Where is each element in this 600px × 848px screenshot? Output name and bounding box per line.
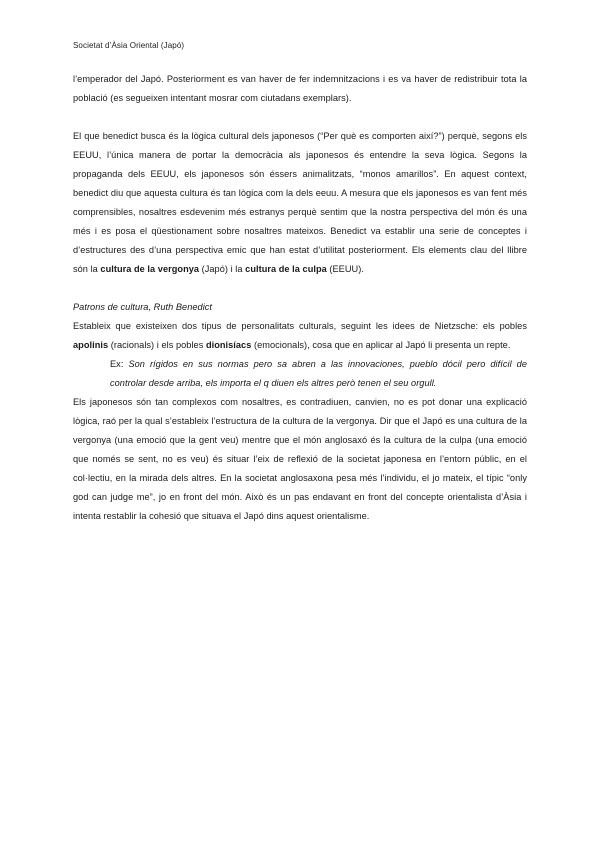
paragraph-2 (73, 127, 527, 279)
paragraph-3-text: Estableix que existeixen dos tipus de personalitats culturals, seguint les idees de Nietzsche: els pobles (73, 321, 527, 331)
term-shame-culture: cultura de la vergonya (100, 264, 200, 274)
paragraph-2-text-mid: (Japó) i la (199, 264, 246, 274)
document-body (73, 70, 527, 526)
example-quote (110, 355, 527, 393)
term-guilt-culture: cultura de la culpa (245, 264, 327, 274)
paragraph-3-text-end: (emocionals), cosa que en aplicar al Japó li presenta un repte. (251, 340, 511, 350)
term-dionysian: dionisíacs (205, 340, 252, 350)
term-apollonian: apolinis (73, 340, 109, 350)
quote-text: Son rígidos en sus normas pero sa abren a las innovaciones, pueblo dócil pero difícil de controlar desde arriba, els importa el q diuen els altres però tenen el seu orgull. (110, 359, 527, 388)
paragraph-3-text-mid: (racionals) i els pobles (108, 340, 206, 350)
paragraph-3 (73, 317, 527, 355)
running-header: Societat d’Àsia Oriental (Japó) (73, 41, 185, 50)
section-title: Patrons de cultura, Ruth Benedict (73, 302, 213, 312)
paragraph-gap (73, 108, 527, 127)
paragraph-1: l’emperador del Japó. Posteriorment es van haver de fer indemnitzacions i es va haver de redistribuir tota la població (es segueixen intentant mosrar com ciutadans exemplars). (73, 74, 527, 103)
paragraph-2-text-end: (EEUU). (326, 264, 364, 274)
quote-prefix: Ex: (110, 359, 129, 369)
paragraph-4: Els japonesos són tan complexos com nosaltres, es contradiuen, canvien, no es pot donar una explicació lògica, raó per la qual s’estableix l’estructura de la cultura de la vergonya. Dir que el Japó es una cultura de la vergonya (una emoció que la gent veu) mentre que el món anglosaxó és la cultura de la culpa (una emoció que només se sent, no es veu) és situar l’eix de reflexió de la societat japonesa en l’entorn públic, en el col·lectiu, en la mirada dels altres. En la societat anglosaxona pesa més l’individu, el jo mateix, el típic “only god can judge me”, jo en front del món. Això és un pas endavant en front del concepte orientalista d’Àsia i intenta restablir la cohesió que situava el Japó dins aquest orientalisme. (73, 397, 527, 521)
paragraph-gap (73, 279, 527, 298)
paragraph-2-text: El que benedict busca és la lògica cultural dels japonesos (“Per què es comporten així?”) perquè, segons els EEUU, l’única manera de portar la democràcia als japonesos és entendre la seva lògica. Segons la propaganda dels EEUU, els japonesos són éssers animalitzats, “monos amarillos”. En aquest context, benedict diu que aquesta cultura és tan lògica com la dels eeuu. A mesura que els japonesos es van fent més comprensibles, nosaltres esdevenim més estranys perquè sentim que la nostra perspectiva del món és una més i es posa el qüestionament sobre nosaltres mateixos. Benedict va establir una serie de conceptes i d’estructures des d’una perspectiva emic que han estat d’utilitat posteriorment. Els elements clau del llibre són la (73, 131, 527, 274)
